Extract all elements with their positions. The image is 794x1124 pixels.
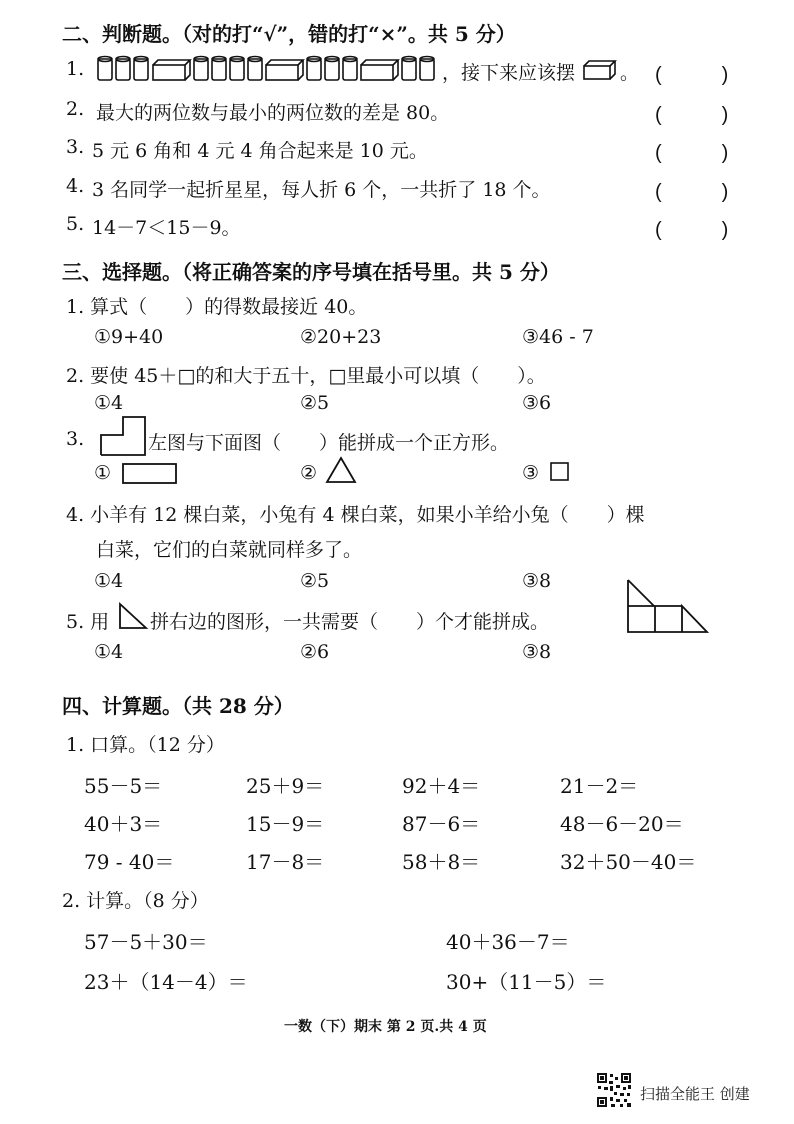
cuboid-answer-shape — [583, 59, 617, 81]
cuboid-shape — [153, 60, 190, 80]
oral-calc-item: 58＋8＝ — [402, 850, 481, 874]
judge-item-3-answer[interactable]: ( ) — [655, 142, 729, 164]
judge-item-5-text: 14－7＜15－9。 — [92, 217, 241, 239]
cylinder-shape — [194, 57, 208, 81]
small-square-shape — [550, 462, 570, 482]
cuboid-shape — [361, 60, 398, 80]
choice-q5-text: 拼右边的图形，一共需要（ ）个才能拼成。 — [150, 611, 550, 633]
section4-title: 四、计算题。（共 28 分） — [62, 694, 294, 718]
choice-q1-option-b[interactable]: ②20+23 — [300, 326, 382, 348]
oral-calc-item: 25＋9＝ — [246, 774, 325, 798]
oral-calc-item: 48－6－20＝ — [560, 812, 684, 836]
judge-item-2-answer[interactable]: ( ) — [655, 104, 729, 126]
oral-calc-item: 21－2＝ — [560, 774, 639, 798]
choice-q1-text: 1. 算式（ ）的得数最接近 40。 — [66, 296, 368, 318]
cylinder-shape — [343, 57, 357, 81]
cylinder-shape — [116, 57, 130, 81]
cuboid-shape — [266, 60, 303, 80]
cylinder-shape — [134, 57, 148, 81]
judge-item-1-num: 1. — [66, 58, 85, 80]
oral-calc-item: 55－5＝ — [84, 774, 163, 798]
judge-item-4-text: 3 名同学一起折星星，每人折 6 个，一共折了 18 个。 — [92, 179, 551, 201]
section3-title: 三、选择题。（将正确答案的序号填在括号里。共 5 分） — [62, 260, 560, 284]
judge-item-2-num: 2. — [66, 98, 85, 120]
cylinder-shape — [248, 57, 262, 81]
right-triangle-shape — [118, 603, 148, 629]
shape-pattern-row — [96, 54, 436, 84]
oral-calc-item: 17－8＝ — [246, 850, 325, 874]
choice-q4-option-b[interactable]: ②5 — [300, 570, 330, 592]
choice-q5-prefix: 5. 用 — [66, 611, 110, 633]
choice-q5-option-c[interactable]: ③8 — [522, 641, 552, 663]
oral-calc-item: 32＋50－40＝ — [560, 850, 697, 874]
choice-q1-option-a[interactable]: ①9+40 — [94, 326, 164, 348]
scanner-watermark: 扫描全能王 创建 — [640, 1085, 750, 1103]
judge-item-1-end: 。 — [620, 62, 640, 84]
judge-item-4-answer[interactable]: ( ) — [655, 181, 729, 203]
judge-item-1-text: ，接下来应该摆 — [442, 62, 576, 84]
choice-q3-option-a[interactable]: ① — [94, 462, 112, 484]
cylinder-shape — [402, 57, 416, 81]
choice-q3-text: 左图与下面图（ ）能拼成一个正方形。 — [148, 432, 510, 454]
choice-q4-option-c[interactable]: ③8 — [522, 570, 552, 592]
choice-q2-text: 2. 要使 45＋□的和大于五十，□里最小可以填（ ）。 — [66, 365, 546, 387]
l-shape-figure — [100, 416, 146, 456]
choice-q4-line1: 4. 小羊有 12 棵白菜，小兔有 4 棵白菜，如果小羊给小兔（ ）棵 — [66, 504, 645, 526]
oral-calc-item: 40＋3＝ — [84, 812, 163, 836]
cylinder-shape — [230, 57, 244, 81]
judge-item-4-num: 4. — [66, 175, 85, 197]
judge-item-5-num: 5. — [66, 213, 85, 235]
judge-item-3-text: 5 元 6 角和 4 元 4 角合起来是 10 元。 — [92, 140, 428, 162]
page-footer: 一数（下）期末 第 2 页.共 4 页 — [284, 1019, 487, 1035]
calc-item: 23＋（14－4）＝ — [84, 970, 248, 994]
cylinder-shape — [420, 57, 434, 81]
composite-trapezoid-figure — [627, 579, 709, 633]
oral-calc-item: 92＋4＝ — [402, 774, 481, 798]
judge-item-2-text: 最大的两位数与最小的两位数的差是 80。 — [96, 102, 450, 124]
oral-calc-item: 15－9＝ — [246, 812, 325, 836]
choice-q4-option-a[interactable]: ①4 — [94, 570, 124, 592]
cylinder-shape — [212, 57, 226, 81]
choice-q5-option-a[interactable]: ①4 — [94, 641, 124, 663]
qr-code-icon — [596, 1072, 632, 1108]
judge-item-1-answer[interactable]: ( ) — [655, 64, 729, 86]
oral-calc-item: 87－6＝ — [402, 812, 481, 836]
oral-calc-heading: 1. 口算。（12 分） — [66, 734, 225, 756]
choice-q3-num: 3. — [66, 428, 85, 450]
choice-q2-option-b[interactable]: ②5 — [300, 392, 330, 414]
cylinder-shape — [98, 57, 112, 81]
calc-item: 57－5＋30＝ — [84, 930, 208, 954]
choice-q3-option-b[interactable]: ② — [300, 462, 318, 484]
choice-q2-option-c[interactable]: ③6 — [522, 392, 552, 414]
choice-q4-line2: 白菜，它们的白菜就同样多了。 — [96, 539, 363, 561]
choice-q1-option-c[interactable]: ③46 - 7 — [522, 326, 594, 348]
choice-q3-option-c[interactable]: ③ — [522, 462, 540, 484]
cylinder-shape — [307, 57, 321, 81]
calc-heading: 2. 计算。（8 分） — [62, 890, 209, 912]
choice-q2-option-a[interactable]: ①4 — [94, 392, 124, 414]
calc-item: 30+（11－5）＝ — [446, 970, 607, 994]
rectangle-shape — [122, 463, 178, 485]
choice-q5-option-b[interactable]: ②6 — [300, 641, 330, 663]
calc-item: 40＋36－7＝ — [446, 930, 570, 954]
cylinder-shape — [325, 57, 339, 81]
triangle-shape — [326, 457, 356, 483]
judge-item-5-answer[interactable]: ( ) — [655, 219, 729, 241]
section2-title: 二、判断题。（对的打“√”，错的打“×”。共 5 分） — [62, 22, 516, 46]
judge-item-3-num: 3. — [66, 136, 85, 158]
oral-calc-item: 79 - 40＝ — [84, 850, 175, 874]
